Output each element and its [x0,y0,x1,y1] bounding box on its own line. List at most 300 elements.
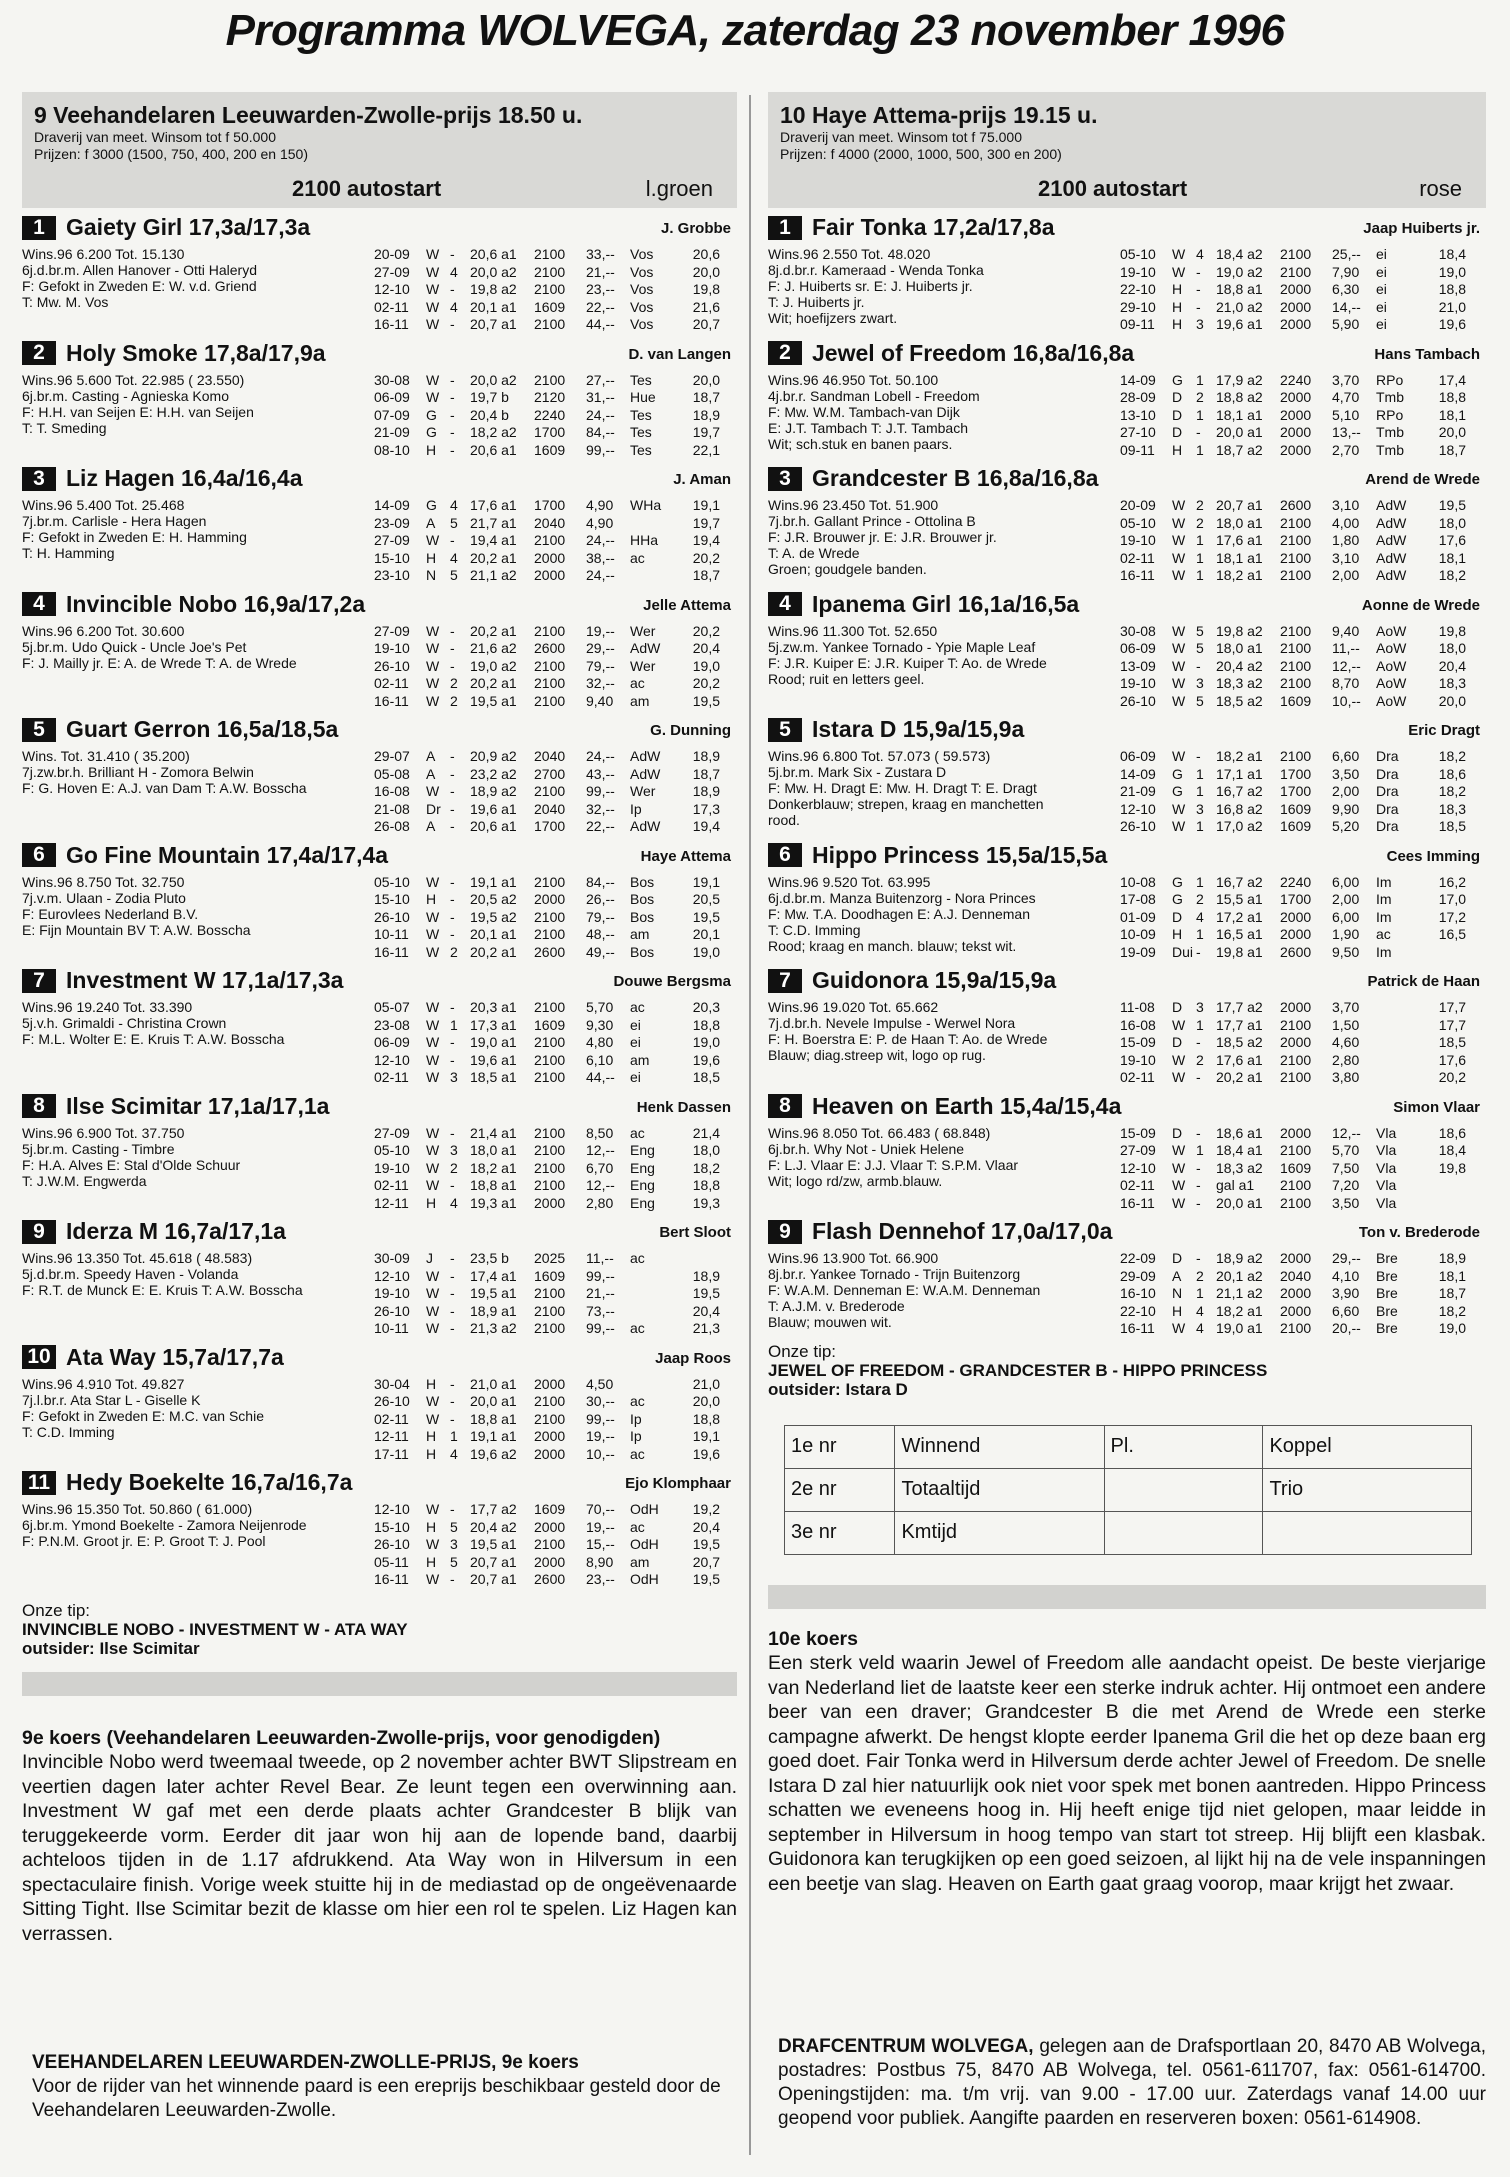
result-cell: 3,50 [1332,1194,1360,1211]
result-cell: 2040 [534,748,566,764]
result-cell: - [450,389,455,406]
horse-info-line: T: T. Smeding [22,419,107,436]
result-cell: Vos [630,263,654,280]
result-cell: ei [1376,298,1387,315]
race-10-title: 10 Haye Attema-prijs 19.15 u. [780,102,1098,128]
horse-driver: Eric Dragt [1408,722,1480,739]
result-cell: ac [630,1518,645,1535]
horse-info [768,1125,1128,1189]
result-row [374,1285,720,1303]
race-10-outsider: outsider: Istara D [768,1379,908,1399]
result-cell: 19,0 [692,1034,720,1051]
result-cell: Vos [630,246,654,262]
horse-number: 4 [22,592,56,616]
result-cell: 2100 [1280,1320,1312,1337]
horse-results [374,623,720,711]
result-cell: - [1196,1177,1201,1194]
result-cell: 19,3 a1 [470,1194,517,1211]
result-cell: Eng [630,1194,655,1211]
horse-info-line: T: A. de Wrede [768,545,860,561]
result-cell: 2600 [534,1571,566,1588]
result-cell: 6,60 [1332,1302,1360,1319]
result-cell: 3 [1196,316,1204,333]
result-row [374,999,720,1017]
result-cell: H [426,441,437,458]
result-row [1120,999,1466,1017]
result-cell: 19,6 a1 [470,1051,517,1068]
horse-entry [768,1218,1486,1344]
horse-info-line: Wins.96 6.200 Tot. 15.130 [22,246,185,262]
horse-driver: G. Dunning [650,722,731,739]
horse-info-line: F: Eurovlees Nederland B.V. [22,905,199,922]
result-cell: 20,4 [1438,657,1466,674]
result-cell: 22-10 [1120,1302,1156,1319]
result-cell: - [1196,1250,1201,1266]
result-cell: Eng [630,1142,655,1159]
horse-info [22,623,382,671]
race-10-tip-text: JEWEL OF FREEDOM - GRANDCESTER B - HIPPO PRINCESS [768,1360,1268,1380]
result-row [1120,1268,1466,1286]
result-cell: 3 [1196,800,1204,817]
result-cell: 10-08 [1120,873,1156,890]
result-cell: 25,-- [1332,246,1361,262]
result-cell: 26-10 [374,1536,410,1553]
result-cell: 38,-- [586,549,615,566]
result-cell: 27-09 [1120,1142,1156,1159]
horse-number: 11 [22,1471,56,1495]
result-cell: 7,20 [1332,1177,1360,1194]
result-cell: 5,20 [1332,818,1360,835]
result-cell: 02-11 [1120,549,1155,566]
result-cell: 15-09 [1120,1034,1156,1051]
result-cell: 19,5 [692,1285,720,1302]
result-cell: 18,4 [1438,1142,1466,1159]
result-cell: 2040 [1280,1267,1312,1284]
result-row [1120,1195,1466,1213]
horse-results [1120,497,1466,585]
result-cell: - [450,1034,455,1051]
horse-entry [22,340,737,466]
result-cell: 14,-- [1332,298,1361,315]
result-cell: 2000 [534,1375,566,1392]
result-cell: H [1172,281,1183,298]
result-cell: 26-08 [374,818,410,835]
result-cell: 15-10 [374,1518,410,1535]
result-cell: 20,2 [1438,1069,1466,1086]
result-cell: 1700 [1280,783,1312,800]
result-cell: Wer [630,657,656,674]
result-cell: 1 [1196,1285,1204,1302]
result-cell: 4,50 [586,1375,614,1392]
result-row [1120,909,1466,927]
result-cell: W [426,1410,440,1427]
result-cell: 5 [450,514,458,531]
result-cell: 17,9 a2 [1216,371,1263,388]
result-cell: 18,7 [692,765,720,782]
result-cell: 2100 [1280,1177,1312,1194]
result-cell: 05-07 [374,999,410,1015]
result-cell: 3,10 [1332,497,1360,513]
result-cell: W [1172,692,1186,709]
result-cell: 44,-- [586,1069,615,1086]
result-cell: 2100 [534,371,566,388]
race-9-conditions: Draverij van meet. Winsom tot f 50.000 [34,129,276,145]
result-cell: 99,-- [586,1320,615,1337]
result-cell: - [450,1250,455,1266]
result-cell: 4 [450,263,458,280]
result-cell: 4 [450,1194,458,1211]
result-cell: 31,-- [586,389,615,406]
horse-info [22,1376,382,1440]
result-row [1120,372,1466,390]
horse-info-line: F: P.N.M. Groot jr. E: P. Groot T: J. Pool [22,1533,266,1549]
horse-number: 2 [768,341,802,365]
result-cell: Bre [1376,1267,1398,1284]
result-cell: 24,-- [586,567,615,584]
result-cell: W [426,1393,440,1410]
result-row [1120,424,1466,442]
result-cell: 20,0 [1438,424,1466,441]
result-cell: 05-10 [374,873,410,890]
result-cell: W [1172,1051,1186,1068]
horse-entry [22,1218,737,1344]
horse-info-line: T: J. Huiberts jr. [768,294,865,310]
horse-info-line: Wins. Tot. 31.410 ( 35.200) [22,748,190,764]
result-cell: 20,7 a1 [470,1571,517,1588]
result-row [1120,1177,1466,1195]
race-10-article-heading: 10e koers [768,1627,858,1650]
notice-right-body: gelegen aan de Drafsportlaan 20, 8470 AB Wolvega, postadres: Postbus 75, 8470 AB Wolvega, tel. 0561-611707, fax: 0561-614700. Openingstijden: ma. t/m vrij. van 9.00 - 17.00 uur. Zaterdags vanaf 14.00 uur geopend voor publiek. Aangifte paarden en reserveren boxen: 0561-614908. [778,2036,1486,2129]
result-cell: 17,6 [1438,532,1466,549]
result-cell: 02-11 [374,1069,409,1086]
result-cell: 20,2 a1 [470,549,517,566]
result-cell: W [1172,1194,1186,1211]
result-cell: 19,5 a2 [470,908,517,925]
result-cell: 4 [450,497,458,513]
horse-number: 1 [768,216,802,240]
result-cell: 18,3 [1438,800,1466,817]
result-cell: 18,3 a2 [1216,675,1263,692]
horse-info-line: F: Mw. H. Dragt E: Mw. H. Dragt T: E. Dragt [768,780,1037,796]
result-cell: Tmb [1376,441,1404,458]
result-cell: 2000 [1280,1034,1312,1051]
horse-info-line: T: C.D. Imming [768,921,861,938]
result-cell: - [450,748,455,764]
result-cell: W [426,263,440,280]
result-cell: 19,0 [692,943,720,960]
result-cell: 2100 [534,1177,566,1194]
result-cell: 28-09 [1120,389,1156,406]
horse-info-line: 7j.br.h. Gallant Prince - Ottolina B [768,513,976,529]
result-cell: 2 [450,1159,458,1176]
result-cell: 3,90 [1332,1285,1360,1302]
result-cell: H [426,891,437,908]
result-row [374,783,720,801]
horse-entry [22,1344,737,1470]
result-cell: 12-10 [374,1267,410,1284]
result-cell: 3 [1196,675,1204,692]
race-9-tip [22,1601,737,1658]
result-cell: 22,-- [586,818,615,835]
result-cell: 18,9 [692,1267,720,1284]
horse-name: Istara D 15,9a/15,9a [812,716,1025,742]
result-cell: 18,0 a1 [1216,514,1263,531]
result-cell: Vla [1376,1194,1397,1211]
result-cell: 17,6 a1 [1216,1051,1263,1068]
result-cell: 73,-- [586,1302,615,1319]
result-cell: 2 [450,943,458,960]
result-cell: 29,-- [586,640,615,657]
result-cell: Vos [630,316,654,333]
horse-info-line: 7j.br.m. Carlisle - Hera Hagen [22,513,207,529]
result-cell: 99,-- [586,1267,615,1284]
race-10-tip [768,1342,1486,1399]
horse-driver: Ton v. Brederode [1358,1224,1480,1241]
result-cell: 20,9 a2 [470,748,517,764]
result-row [374,246,720,264]
result-cell: ac [630,1445,645,1462]
horse-info-line: F: J.R. Brouwer jr. E: J.R. Brouwer jr. [768,529,997,545]
horse-driver: Arend de Wrede [1365,471,1480,488]
horse-results [1120,748,1466,836]
result-cell: 21,7 a1 [470,514,517,531]
result-cell: 18,4 [1438,246,1466,262]
result-table-cell: 3e nr [785,1511,895,1554]
result-cell: ei [630,1016,641,1033]
result-cell: 2100 [1280,532,1312,549]
result-cell: 19-10 [374,640,410,657]
race-9-horse-list [22,214,737,1595]
result-cell: AdW [1376,514,1407,531]
result-cell: ac [630,1250,645,1266]
horse-results [374,1501,720,1589]
race-10-article [768,1627,1486,1897]
horse-info [768,372,1128,452]
result-cell: 2040 [534,800,566,817]
result-cell: 2100 [1280,567,1312,584]
result-cell: 2100 [1280,1194,1312,1211]
result-cell: 2025 [534,1250,566,1266]
result-cell: 12-11 [374,1428,409,1445]
result-cell: 20,4 [692,640,720,657]
result-table-row [785,1468,1472,1511]
result-cell: 1609 [534,1016,566,1033]
result-cell: 23,-- [586,1571,615,1588]
result-cell: Dra [1376,818,1399,835]
result-cell: 1609 [534,298,566,315]
result-cell: W [426,1501,440,1517]
result-cell: 17,3 [692,800,720,817]
result-cell: 24,-- [586,748,615,764]
result-cell: 2000 [1280,441,1312,458]
result-cell: 27-09 [374,1124,410,1141]
result-cell: 19,1 a1 [470,873,517,890]
result-cell: 29-07 [374,748,410,764]
result-row [374,1250,720,1268]
result-cell: 49,-- [586,943,615,960]
race-9-article [22,1726,737,1947]
result-cell: 2100 [534,1320,566,1337]
horse-info-line: Wins.96 46.950 Tot. 50.100 [768,371,939,388]
result-cell: 17,6 [1438,1051,1466,1068]
horse-info-line: F: Mw. T.A. Doodhagen E: A.J. Denneman [768,905,1030,922]
result-cell: 18,2 [1438,1302,1466,1319]
result-cell: 2000 [1280,1302,1312,1319]
horse-info [22,497,382,561]
result-cell: AdW [630,765,661,782]
horse-name: Liz Hagen 16,4a/16,4a [66,465,303,491]
result-cell: Dui [1172,943,1194,960]
horse-results [374,372,720,460]
result-cell: W [1172,748,1186,764]
result-cell: ei [1376,263,1387,280]
horse-info-line: F: R.T. de Munck E: E. Kruis T: A.W. Bosscha [22,1282,303,1298]
result-cell: 2100 [534,692,566,709]
result-cell: 17-08 [1120,891,1156,908]
result-cell: 20,6 a1 [470,441,517,458]
result-cell: 6,10 [586,1051,614,1068]
result-cell: 10-11 [374,1320,409,1337]
result-cell: 2 [1196,389,1204,406]
result-cell: 84,-- [586,424,615,441]
result-cell: - [450,316,455,333]
horse-info-line: F: H.A. Alves E: Stal d'Olde Schuur [22,1156,241,1173]
result-cell: H [426,1518,437,1535]
result-cell: 18,1 [1438,1267,1466,1284]
horse-number: 5 [22,718,56,742]
result-cell: W [426,675,440,692]
result-cell: ac [630,675,645,692]
result-cell: RPo [1376,406,1404,423]
horse-results [1120,874,1466,962]
horse-info-line: Wins.96 11.300 Tot. 52.650 [768,622,938,639]
result-cell: 2120 [534,389,566,406]
result-cell: 2100 [1280,622,1312,639]
result-cell: - [450,1571,455,1588]
result-row [1120,281,1466,299]
horse-info-line: F: M.L. Wolter E: E. Kruis T: A.W. Bosscha [22,1031,285,1047]
result-cell: 18,5 [692,1069,720,1086]
result-cell: 2 [1196,1267,1204,1284]
result-cell: 09-11 [1120,441,1155,458]
result-cell: - [1196,1124,1201,1141]
result-cell: 1 [1196,406,1204,423]
result-cell: 2000 [1280,908,1312,925]
result-cell: 05-10 [374,1142,410,1159]
horse-entry [22,967,737,1093]
horse-name: Investment W 17,1a/17,3a [66,967,344,993]
result-cell: 19,8 a2 [1216,622,1263,639]
notice-left-heading: VEEHANDELAREN LEEUWARDEN-ZWOLLE-PRIJS, 9e koers [32,2052,579,2073]
result-cell: 19-09 [1120,943,1156,960]
result-cell: - [1196,1159,1201,1176]
result-cell: - [450,1177,455,1194]
result-cell: Vla [1376,1124,1397,1141]
result-cell: W [426,246,440,262]
result-cell: 16-11 [1120,567,1155,584]
result-cell: 44,-- [586,316,615,333]
result-cell: W [426,640,440,657]
result-row [1120,1052,1466,1070]
horse-entry [22,716,737,842]
result-row [374,281,720,299]
result-cell: - [1196,1069,1201,1086]
horse-info-line: 4j.br.r. Sandman Lobell - Freedom [768,387,980,404]
result-cell: AoW [1376,640,1407,657]
horse-info-line: Wins.96 9.520 Tot. 63.995 [768,873,931,890]
result-cell: 29-10 [1120,298,1156,315]
result-cell: 2240 [1280,873,1312,890]
horse-driver: Haye Attema [640,847,731,865]
result-cell: 6,00 [1332,908,1360,925]
result-cell: 19,5 [692,692,720,709]
result-row [1120,1160,1466,1178]
result-cell: 2100 [534,783,566,800]
result-cell: 18,9 [692,406,720,423]
result-cell: 19,1 a1 [470,1428,517,1445]
result-cell: 11,-- [586,1250,614,1266]
result-row [374,264,720,282]
result-cell: 1 [1196,1142,1204,1159]
result-cell: 18,8 a1 [470,1177,517,1194]
result-table-cell: 2e nr [785,1468,895,1511]
result-cell: 18,3 [1438,675,1466,692]
result-cell: 05-10 [1120,514,1156,531]
race-9-column [22,92,737,1946]
result-cell: 5 [450,1553,458,1570]
result-cell: 1 [450,1016,458,1033]
result-cell: 2100 [534,281,566,298]
result-row [1120,1034,1466,1052]
result-row [1120,1142,1466,1160]
result-cell: 26-10 [374,657,410,674]
result-cell: 26-10 [1120,692,1156,709]
result-cell: W [426,389,440,406]
race-9-outsider: outsider: Ilse Scimitar [22,1638,200,1658]
result-cell: 18,5 [1438,1034,1466,1051]
result-cell: 20,2 [692,675,720,692]
result-cell: 1700 [1280,891,1312,908]
result-cell: 2 [450,692,458,709]
result-cell: 4 [1196,1320,1204,1337]
result-cell: RPo [1376,371,1404,388]
result-row [374,1320,720,1338]
result-cell: 26-10 [374,1302,410,1319]
result-cell: W [1172,800,1186,817]
result-cell: 19,5 a1 [470,1536,517,1553]
result-cell: 12-11 [374,1194,409,1211]
result-cell: 21,4 [692,1124,720,1141]
result-cell: - [450,1124,455,1141]
result-cell: am [630,1051,650,1068]
result-cell: 20,2 [692,549,720,566]
horse-info-line: T: A.J.M. v. Brederode [768,1298,905,1314]
race-10-article-body: Een sterk veld waarin Jewel of Freedom alle aandacht opeist. De beste vierjarige van Nederland liet de laatste keer een sterke indruk achter. Hij ontmoet een andere beer van een draver; Grandcester B die met Arend de Wrede een sterke campagne afwerkt. De hengst klopte eerder Ipanema Gril die het op deze baan erg goed doet. Fair Tonka werd in Hilversum derde achter Jewel of Freedom. De snelle Istara D zal hier natuurlijk ook niet voor spek met bonen aantreden. Hippo Princess schatten we eveneens hoog in. Hij heeft enige tijd niet gelopen, maar leidde in september in Hilversum in hoog tempo van start tot streep. Hij blijft een klasbak. Guidonora kan terugkijken op een goed seizoen, al lijkt hij na de vele inspanningen een beetje van slag. Heaven on Earth gaat graag voorop, maar krijgt het zwaar. [768,1652,1486,1895]
horse-name: Guidonora 15,9a/15,9a [812,967,1057,993]
result-cell: W [1172,1016,1186,1033]
result-cell: 20,0 [692,1393,720,1410]
result-cell: 16,5 [1438,926,1466,943]
result-table-cell: Totaaltijd [895,1468,1104,1511]
result-cell: W [426,657,440,674]
result-cell: - [450,783,455,800]
result-row [1120,316,1466,334]
result-cell: W [1172,549,1186,566]
horse-info-line: 6j.d.br.m. Manza Buitenzorg - Nora Princes [768,889,1036,906]
horse-info-line: Wins.96 23.450 Tot. 51.900 [768,497,939,513]
result-row [1120,550,1466,568]
result-cell: 18,3 a2 [1216,1159,1263,1176]
